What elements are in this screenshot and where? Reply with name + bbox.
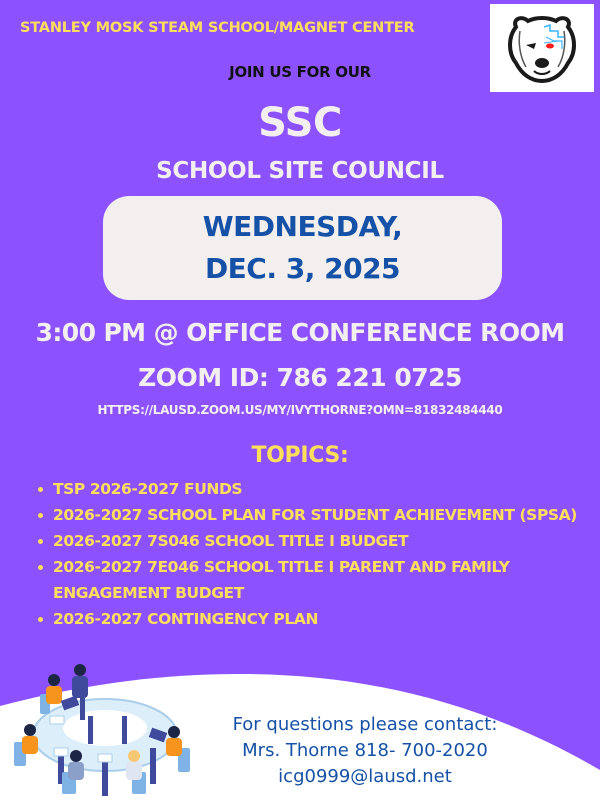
topic-item bbox=[36, 502, 596, 528]
topic-label: TSP 2026-2027 FUNDS bbox=[53, 480, 243, 498]
topic-label: 2026-2027 SCHOOL PLAN FOR STUDENT ACHIEVEMENT (SPSA) bbox=[53, 506, 577, 524]
meeting-weekday: WEDNESDAY, bbox=[202, 210, 403, 243]
meeting-date: DEC. 3, 2025 bbox=[204, 252, 401, 285]
bullet-icon bbox=[38, 513, 43, 518]
meeting-time-location: 3:00 PM @ OFFICE CONFERENCE ROOM bbox=[35, 318, 565, 347]
topics-list bbox=[36, 476, 596, 632]
contact-email-link[interactable]: icg0999@lausd.net bbox=[278, 766, 452, 787]
topic-item bbox=[36, 476, 596, 502]
school-name: STANLEY MOSK STEAM SCHOOL/MAGNET CENTER bbox=[20, 20, 415, 36]
meeting-round-table-icon bbox=[10, 660, 200, 800]
bullet-icon bbox=[38, 617, 43, 622]
contact-name-phone: Mrs. Thorne 818- 700-2020 bbox=[242, 740, 488, 761]
topic-item bbox=[36, 528, 596, 554]
topic-label: 2026-2027 7S046 SCHOOL TITLE I BUDGET bbox=[53, 532, 409, 550]
zoom-meeting-link[interactable]: HTTPS://LAUSD.ZOOM.US/MY/IVYTHORNE?OMN=81832484440 bbox=[97, 403, 503, 417]
bullet-icon bbox=[38, 565, 43, 570]
meeting-date-box bbox=[103, 196, 502, 300]
ssc-title: SSC bbox=[258, 100, 342, 146]
contact-prompt: For questions please contact: bbox=[232, 714, 498, 735]
council-name: SCHOOL SITE COUNCIL bbox=[156, 158, 444, 184]
topic-label: 2026-2027 CONTINGENCY PLAN bbox=[53, 610, 319, 628]
topics-heading: TOPICS: bbox=[251, 443, 349, 468]
contact-info bbox=[200, 712, 530, 790]
bullet-icon bbox=[38, 539, 43, 544]
topic-label: 2026-2027 7E046 SCHOOL TITLE I PARENT AND FAMILY ENGAGEMENT BUDGET bbox=[53, 558, 510, 602]
topic-item bbox=[36, 606, 596, 632]
join-us-text: JOIN US FOR OUR bbox=[229, 63, 371, 81]
topic-item bbox=[36, 554, 596, 606]
bullet-icon bbox=[38, 487, 43, 492]
zoom-meeting-id: ZOOM ID: 786 221 0725 bbox=[138, 363, 462, 392]
